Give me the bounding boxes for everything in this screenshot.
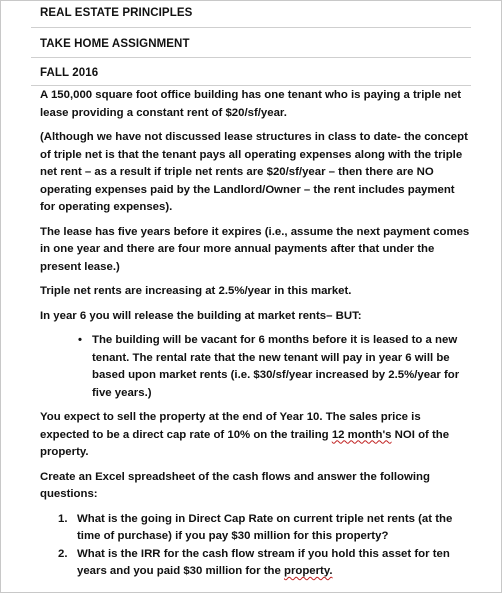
sale-text-end: NOI of the property. [40, 428, 450, 458]
question-item [58, 511, 472, 546]
divider [31, 27, 471, 28]
paragraph-sale [40, 409, 472, 462]
paragraph-lease-term: The lease has five years before it expires (i.e., assume the next payment comes in one year and there are four more annual payments after that under the present lease.) [40, 225, 470, 273]
paragraph-release: In year 6 you will release the building at market rents– BUT: [40, 309, 362, 322]
divider [31, 57, 471, 58]
term-label: FALL 2016 [40, 67, 99, 79]
course-title: REAL ESTATE PRINCIPLES [40, 7, 193, 19]
question-number: 2. [58, 547, 68, 560]
paragraph-building: A 150,000 square foot office building has one tenant who is paying a triple net lease providing a constant rent of $20/sf/year. [40, 89, 462, 119]
question-text: What is the IRR for the cash flow stream if you hold this asset for ten years and you paid $30 million for the [77, 547, 450, 577]
paragraph-instructions: Create an Excel spreadsheet of the cash flows and answer the following questions: [40, 470, 430, 500]
spellcheck-underlined-text: property. [283, 565, 333, 577]
question-item [58, 546, 472, 581]
list-item [78, 332, 472, 402]
questions-list [40, 511, 472, 581]
bullet-icon: • [78, 334, 82, 346]
sale-text-start: You expect to sell the property at the end of Year 10. The sales price is expected to be a direct cap rate of 10% on the trailing [40, 411, 421, 441]
paragraph-rent-growth: Triple net rents are increasing at 2.5%/year in this market. [40, 285, 352, 297]
question-number: 1. [58, 512, 68, 525]
question-text: What is the going in Direct Cap Rate on current triple net rents (at the time of purchase) if you pay $30 million for this property? [77, 512, 453, 542]
assignment-title: TAKE HOME ASSIGNMENT [40, 38, 190, 50]
divider [31, 85, 471, 86]
release-conditions-list [40, 332, 472, 402]
bullet-text: The building will be vacant for 6 months before it is leased to a new tenant. The rental rate that the new tenant will pay in year 6 will be based upon market rents (i.e. $30/sf/year increased by 2.5%/year for five years.) [92, 334, 460, 399]
spellcheck-underlined-text: 12 month's [331, 428, 392, 441]
assignment-body [40, 87, 472, 581]
paragraph-triple-net-note: (Although we have not discussed lease structures in class to date- the concept of triple net is that the tenant pays all operating expenses along with the triple net rent – as a result if triple net rents are $20/sf/year – then there are NO operating expenses paid by the Landlord/Owner – the rent includes payment for operating expenses). [40, 131, 468, 213]
